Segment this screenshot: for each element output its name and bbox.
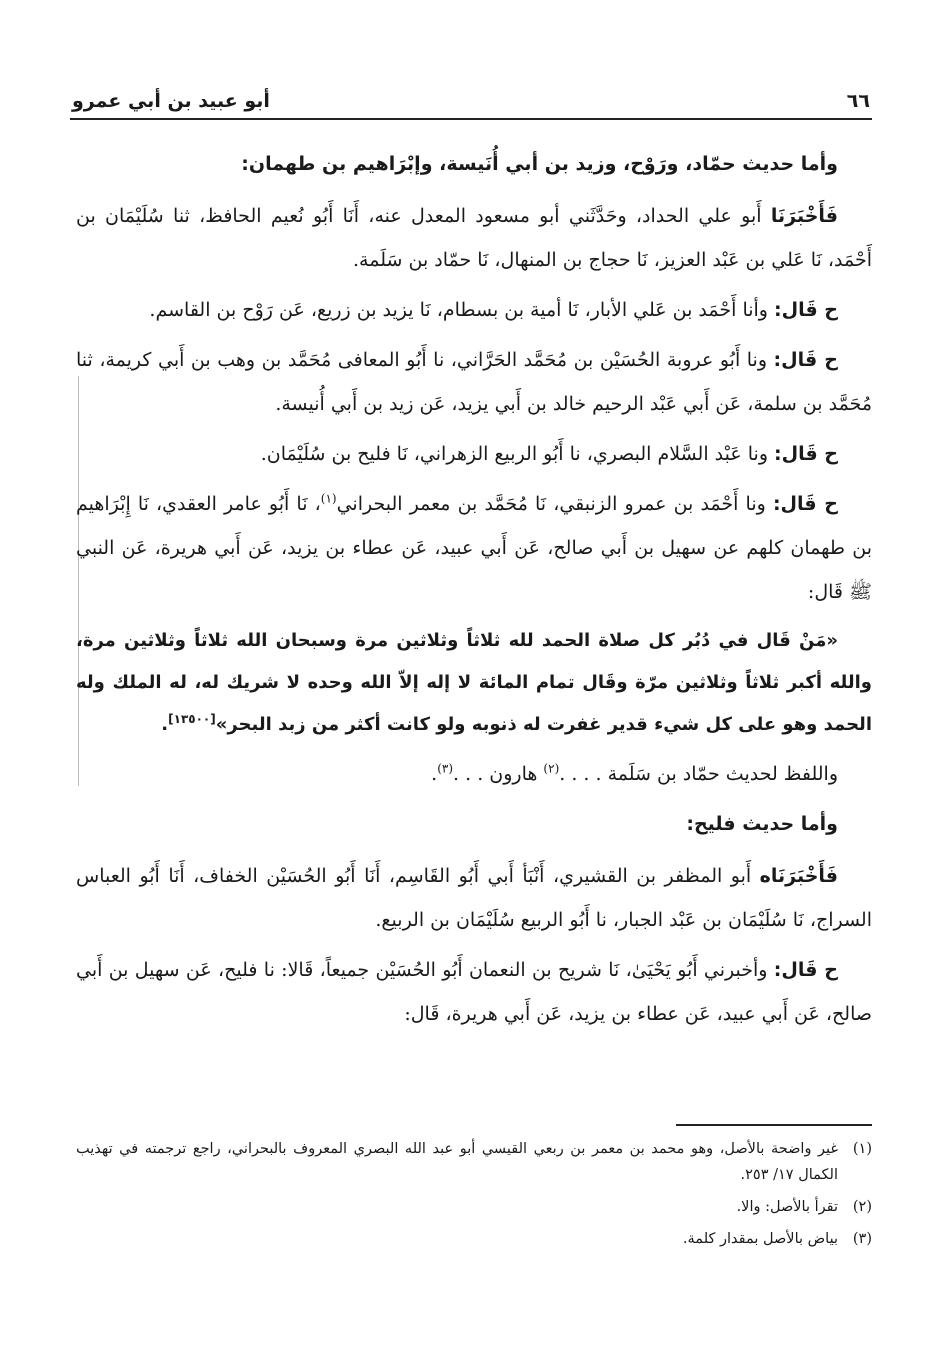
footnote-2 (76, 1194, 872, 1220)
page-number: ٦٦ (846, 90, 870, 112)
paragraph-text: ونا أَحْمَد بن عمرو الزنبقي، نَا مُحَمَّد بن معمر البحراني (336, 493, 773, 515)
paragraph-lead: ح قَال: (773, 349, 839, 371)
hadith-reference-number: [١٣٥٠٠] (168, 712, 216, 726)
footnote-divider (676, 1124, 872, 1126)
footnote-marker: (٣) (437, 761, 454, 776)
paragraph-isnad-2 (76, 288, 872, 332)
header-divider (70, 118, 872, 120)
footnotes (76, 1136, 872, 1258)
footnote-number: (٢) (852, 1199, 872, 1215)
footnote-marker: (٢) (543, 761, 560, 776)
paragraph-text: . (431, 763, 438, 785)
paragraph-text: أَبو علي الحداد، وحَدَّثَني أبو مسعود المعدل عنه، أَنَا أَبُو نُعيم الحافظ، ثنا سُلَيْمَان بن أَحْمَد، نَا عَلي بن عَبْد العزيز، نَا حجاج بن المنهال، نَا حمّاد بن سَلَمة. (76, 205, 872, 271)
paragraph-isnad-1 (76, 194, 872, 282)
footnote-text: تقرأ بالأصل: والا. (736, 1199, 838, 1215)
section-heading-2: وأما حديث فليح: (686, 813, 838, 835)
paragraph-text: ونا عَبْد السَّلام البصري، نا أَبُو الربيع الزهراني، نَا فليح بن سُلَيْمَان. (260, 443, 775, 465)
paragraph-text: وأخبرني أَبُو يَحْيَىٰ، نَا شريح بن النعمان أَبُو الحُسَيْن جميعاً، قَالا: نا فليح، عَن سهيل بن أَبي صالح، عَن أَبي عبيد، عَن عطاء بن يزيد، عَن أَبي هريرة، قَال: (76, 959, 872, 1025)
paragraph-text: ونا أَبُو عروبة الحُسَيْن بن مُحَمَّد الحَرَّاني، نا أَبُو المعافى مُحَمَّد بن وهب بن أَبي كريمة، ثنا مُحَمَّد بن سلمة، عَن أَبي عَبْد الرحيم خالد بن أَبي يزيد، عَن زيد بن أَبي أُنيسة. (76, 349, 872, 415)
paragraph-lead: ح قَال: (774, 443, 838, 465)
paragraph-lead: فَأَخْبَرَنَا (770, 205, 838, 227)
running-header (72, 82, 870, 112)
paragraph-isnad-3 (76, 338, 872, 426)
paragraph-text: هارون . . . (453, 763, 544, 785)
paragraph-text: أَبو المظفر بن القشيري، أَنْبَأ أَبي أَبُو القَاسِم، أَنَا أَبُو الحُسَيْن الخفاف، أَنَا أَبُو العباس السراج، نَا سُلَيْمَان بن عَبْد الجبار، نا أَبُو الربيع سُلَيْمَان بن الربيع. (76, 865, 872, 931)
paragraph-text: ، نَا أَبُو عامر العقدي، نَا إِبْرَاهيم بن طهمان كلهم عن سهيل بن أَبي صالح، عَن أَبي عبيد، عَن عطاء بن يزيد، عَن أَبي هريرة، عَن النبي ﷺ قَال: (76, 493, 872, 603)
footnote-text: بياض بالأصل بمقدار كلمة. (682, 1231, 838, 1247)
hadith-matn (76, 620, 872, 746)
running-title: أبو عبيد بن أبي عمرو (72, 90, 270, 112)
hadith-text: «مَنْ قَال في دُبُر كل صلاة الحمد لله ثلاثاً وثلاثين مرة وسبحان الله ثلاثاً وثلاثين مرة، والله أكبر ثلاثاً وثلاثين مرّة وقَال تمام المائة لا إله إلاّ الله وحده لا شريك له، له الملك وله الحمد وهو على كل شيء قدير غفرت له ذنوبه ولو كانت أكثر من زبد البحر» (76, 630, 872, 735)
paragraph-lead: ح قَال: (773, 959, 839, 981)
wording-note (76, 752, 872, 796)
paragraph-text: واللفظ لحديث حمّاد بن سَلَمة . . . . (559, 763, 838, 785)
footnote-1 (76, 1136, 872, 1188)
footnote-number: (١) (852, 1141, 872, 1157)
paragraph-isnad-7 (76, 948, 872, 1036)
paragraph-isnad-5 (76, 482, 872, 614)
paragraph-isnad-4 (76, 432, 872, 476)
footnote-marker: (١) (320, 491, 337, 506)
section-heading-1: وأما حديث حمّاد، ورَوْح، وزيد بن أبي أُنَيسة، وإبْرَاهيم بن طهمان: (241, 153, 838, 175)
paragraph-text: وأنا أَحْمَد بن عَلي الأبار، نَا أمية بن بسطام، نَا يزيد بن زريع، عَن رَوْح بن القاسم. (149, 299, 775, 321)
footnote-text: غير واضحة بالأصل، وهو محمد بن معمر بن ربعي القيسي أبو عبد الله البصري المعروف بالبحراني، راجع ترجمته في تهذيب الكمال ١٧/ ٢٥٣. (76, 1141, 838, 1183)
main-text (76, 140, 872, 1042)
paragraph-isnad-6 (76, 854, 872, 942)
footnote-3 (76, 1226, 872, 1252)
paragraph-lead: فَأَخْبَرَنَاه (759, 865, 838, 887)
hadith-end: . (161, 714, 169, 735)
paragraph-lead: ح قَال: (772, 493, 838, 515)
paragraph-lead: ح قَال: (774, 299, 838, 321)
footnote-number: (٣) (852, 1231, 872, 1247)
